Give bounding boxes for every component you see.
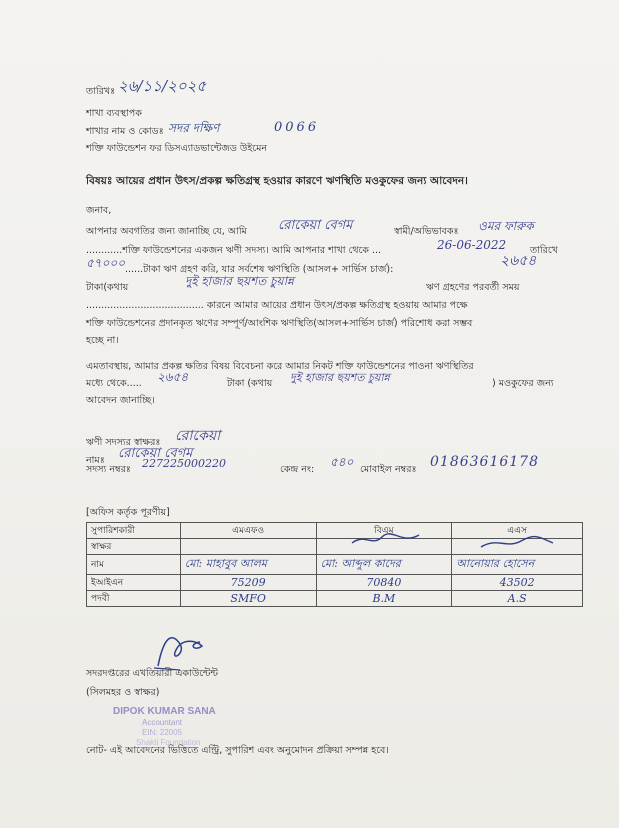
table-cell bbox=[452, 591, 583, 607]
waive-words: দুই হাজার ছয়শত চুয়ান্ন bbox=[290, 371, 390, 384]
loan-amount: ৫৭০০০ bbox=[86, 256, 125, 270]
as-name: আনোয়ার হোসেন bbox=[456, 557, 535, 570]
body-text: টাকা(কথায় bbox=[86, 282, 129, 293]
body-text: শক্তি ফাউন্ডেশনের প্রদানকৃত ঋণের সম্পূর্ণ/আংশিক ঋণস্থিতি(আসল+সার্ভিস চার্জ) পরিশোধ করা সম্ভব bbox=[86, 318, 473, 329]
body-text: আপনার অবগতির জন্য জানাচ্ছি যে, আমি bbox=[86, 226, 247, 237]
body-text: এমতাবস্থায়, আমার প্রকল্প ক্ষতির বিষয় বিবেচনা করে আমার নিকট শক্তি ফাউন্ডেশনের পাওনা ঋণস্থিতির bbox=[86, 361, 474, 372]
table-cell bbox=[452, 539, 583, 555]
salutation: জনাব, bbox=[86, 205, 112, 216]
table-row bbox=[87, 555, 583, 575]
table-cell bbox=[316, 591, 452, 607]
table-cell bbox=[180, 591, 316, 607]
applicant-name: রোকেয়া বেগম bbox=[278, 218, 353, 233]
body-text: ঋণ গ্রহণের পরবর্তী সময় bbox=[426, 282, 520, 293]
member-number-label: সদস্য নম্বরঃ bbox=[86, 464, 131, 475]
subject-line: বিষয়ঃ আয়ের প্রধান উৎস/প্রকল্প ক্ষতিগ্রস্থ হওয়ার কারণে ঋণস্থিতি মওকুফের জন্য আবেদন। bbox=[86, 175, 468, 187]
member-signature-label: ঋণী সদস্যর স্বাক্ষরঃ bbox=[86, 437, 161, 448]
table-cell bbox=[180, 539, 316, 555]
body-text: ......টাকা ঋণ গ্রহণ করি, যার সর্বশেষ ঋণস্থিতি (আসল+ সার্ভিস চার্জ): bbox=[125, 264, 394, 275]
body-text: ............শক্তি ফাউন্ডেশনের একজন ঋণী সদস্য। আমি আপনার শাখা থেকে ... bbox=[86, 245, 382, 256]
body-text: ) মওকুফের জন্য bbox=[492, 378, 554, 389]
branch-code: 0066 bbox=[274, 120, 320, 135]
date-label: তারিখঃ bbox=[86, 86, 116, 97]
table-header: বিএম bbox=[316, 523, 452, 539]
table-cell bbox=[316, 555, 452, 575]
table-cell bbox=[316, 539, 452, 555]
body-text: তারিখে bbox=[530, 245, 558, 256]
outstanding-amount: ২৬৫৪ bbox=[500, 253, 537, 269]
table-row bbox=[87, 591, 583, 607]
outstanding-words: দুই হাজার ছয়শত চুয়ান্ন bbox=[185, 274, 294, 288]
mobile-number: 01863616178 bbox=[430, 454, 539, 470]
row-label: পদবী bbox=[87, 591, 181, 607]
mfo-designation: SMFO bbox=[230, 592, 266, 605]
stamp-ein: EIN: 22005 bbox=[142, 728, 183, 737]
bm-designation: B.M bbox=[372, 592, 396, 605]
loan-date: 26-06-2022 bbox=[437, 238, 507, 252]
branch-label: শাখার নাম ও কোডঃ bbox=[86, 126, 164, 137]
stamp-org: Shakti Foundation bbox=[136, 738, 201, 747]
table-header: সুপারিশকারী bbox=[87, 523, 181, 539]
bm-name: মো: আব্দুল কাদের bbox=[320, 557, 401, 570]
addressee-title: শাখা ব্যবস্থাপক bbox=[86, 108, 142, 119]
table-cell bbox=[452, 555, 583, 575]
table-row bbox=[87, 575, 583, 591]
center-number: ৫৪০ bbox=[330, 455, 354, 469]
accountant-seal-label: (সিলমহর ও স্বাক্ষর) bbox=[86, 687, 160, 698]
office-use-label: [অফিস কর্তৃক পূরণীয়] bbox=[86, 507, 170, 518]
table-header: এএস bbox=[452, 523, 583, 539]
center-label: কেন্দ্র নং: bbox=[280, 464, 315, 475]
table-header: এমএফও bbox=[180, 523, 316, 539]
branch-name: সদর দক্ষিণ bbox=[168, 121, 220, 135]
mfo-name: মো: মাহাবুব আলম bbox=[184, 557, 267, 570]
accountant-title: সদরদপ্তরের এখতিয়ারী একাউন্টেন্ট bbox=[86, 668, 218, 679]
body-text: আবেদন জানাচ্ছি। bbox=[86, 395, 155, 406]
body-text: হচ্ছে না। bbox=[86, 335, 119, 346]
body-text: ....................................... কারনে আমার আয়ের প্রধান উৎস/প্রকল্প ক্ষতিগ্রস্থ হওয়ায় আমার পক্ষে bbox=[86, 300, 468, 311]
member-name-label: নামঃ bbox=[86, 455, 105, 466]
body-text: মধ্যে থেকে..... bbox=[86, 378, 142, 389]
as-signature bbox=[477, 533, 557, 551]
row-label: স্বাক্ষর bbox=[87, 539, 181, 555]
table-cell bbox=[180, 575, 316, 591]
mobile-label: মোবাইল নম্বরঃ bbox=[360, 464, 417, 475]
member-number: 227225000220 bbox=[142, 457, 226, 470]
waive-amount: ২৬৫৪ bbox=[157, 370, 189, 384]
table-row bbox=[87, 539, 583, 555]
mfo-ein: 75209 bbox=[230, 576, 266, 589]
footer-note: নোট- এই আবেদনের ভিত্তিতে এন্ট্রি, সুপারিশ এবং অনুমোদন প্রক্রিয়া সম্পন্ন হবে। bbox=[86, 745, 389, 756]
body-text: স্বামী/অভিভাবকঃ bbox=[394, 226, 459, 237]
table-cell bbox=[452, 575, 583, 591]
bm-signature bbox=[347, 531, 427, 549]
member-name: রোকেয়া বেগম bbox=[118, 446, 193, 461]
as-designation: A.S bbox=[507, 592, 527, 605]
date-value: ২৬/১১/২০২৫ bbox=[118, 77, 207, 95]
row-label: ইআইএন bbox=[87, 575, 181, 591]
organization-name: শক্তি ফাউন্ডেশন ফর ডিসএ্যাডভান্টেজড উইমেন bbox=[86, 143, 268, 154]
table-cell bbox=[316, 575, 452, 591]
stamp-title: Accountant bbox=[142, 718, 183, 727]
stamp-name: DIPOK KUMAR SANA bbox=[113, 706, 216, 717]
bm-ein: 70840 bbox=[366, 576, 402, 589]
row-label: নাম bbox=[87, 555, 181, 575]
guardian-name: ওমর ফারুক bbox=[478, 219, 534, 233]
as-ein: 43502 bbox=[499, 576, 535, 589]
table-cell bbox=[180, 555, 316, 575]
approval-table bbox=[86, 522, 583, 607]
accountant-signature bbox=[150, 626, 210, 672]
body-text: টাকা (কথায় bbox=[227, 378, 273, 389]
member-signature: রোকেয়া bbox=[175, 428, 221, 444]
